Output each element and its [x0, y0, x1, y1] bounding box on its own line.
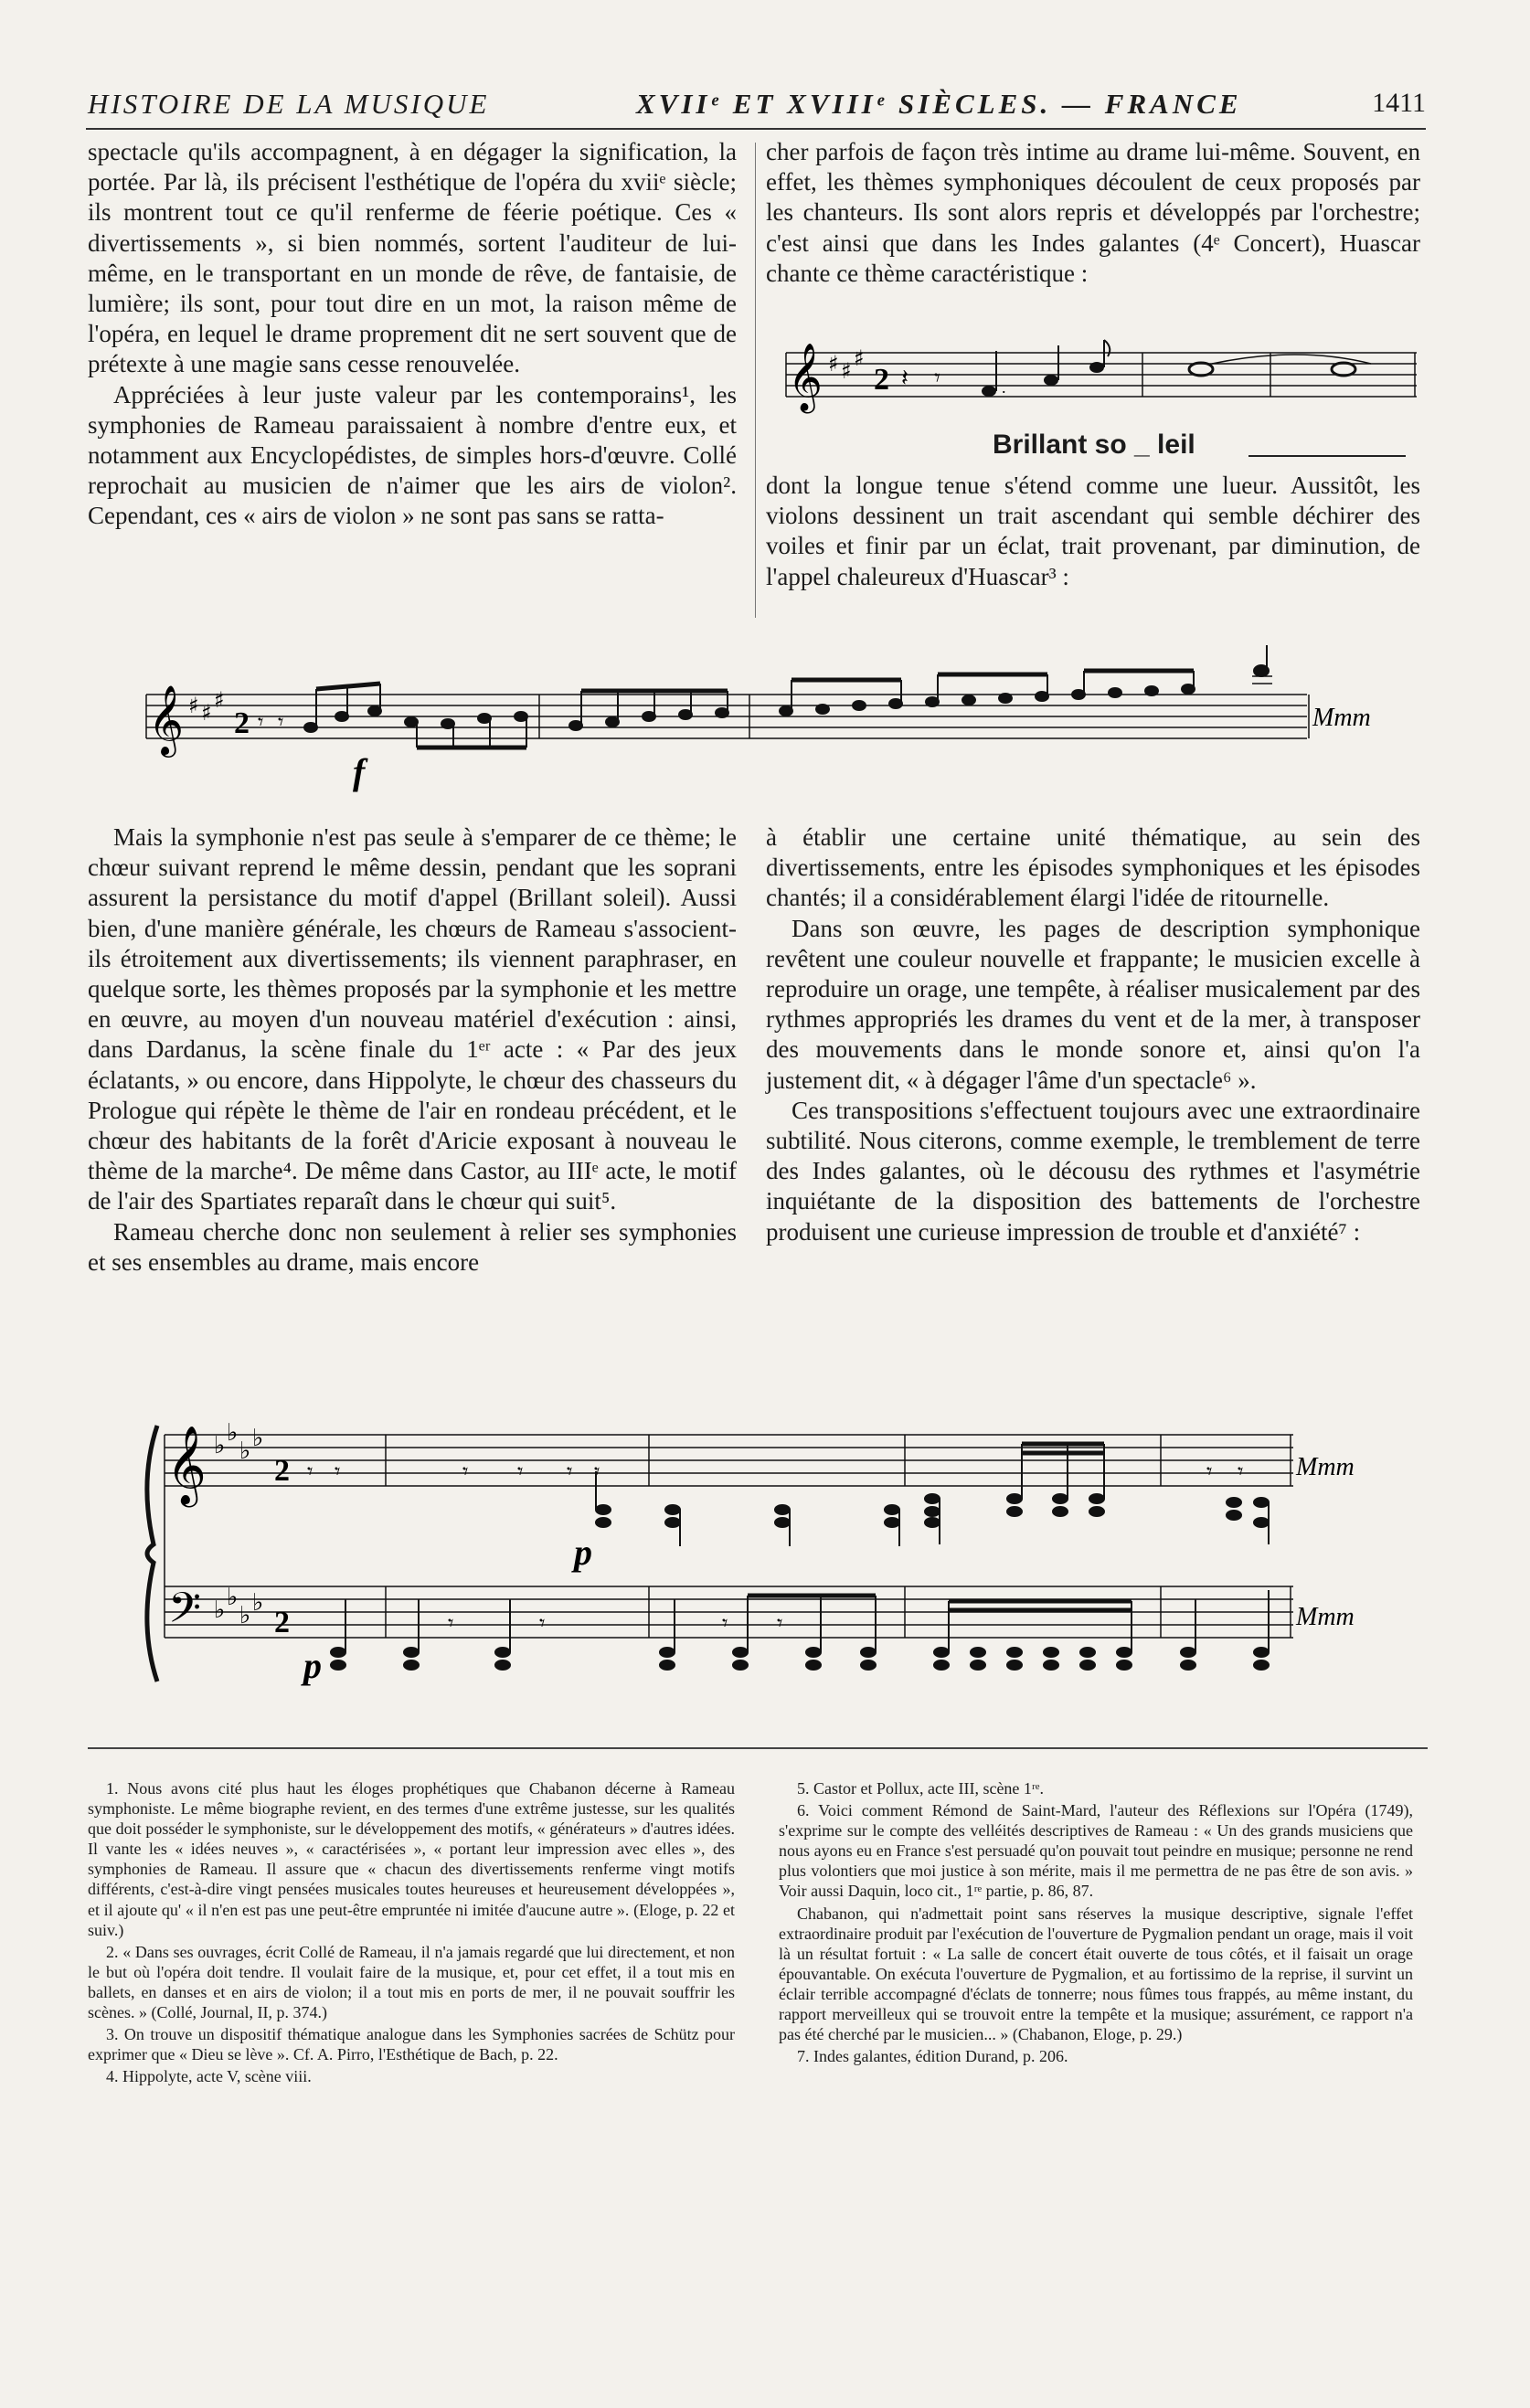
svg-text:♯: ♯	[854, 345, 865, 371]
svg-text:𝄾: 𝄾	[462, 1459, 469, 1484]
svg-text:♭: ♭	[214, 1596, 226, 1624]
svg-text:𝄾: 𝄾	[1238, 1459, 1244, 1484]
tremolo-mark: Mmm	[1296, 1603, 1355, 1631]
svg-text:♭: ♭	[227, 1419, 239, 1447]
footnote: 5. Castor et Pollux, acte III, scène 1ʳᵉ.	[797, 1779, 1044, 1798]
svg-text:𝄾: 𝄾	[278, 709, 284, 735]
footnote: 6. Voici comment Rémond de Saint-Mard, l'auteur des Réflexions sur l'Opéra (1749), s'exprime sur le compte des velléités descriptives de Rameau : « Un des grands musiciens que nous ayons eu en France s'est persuadé qu'on pouvait tout peindre en musique; personne ne rend plus volontiers que moi justice à son mérite, mais il me permettra de ne pas être de son avis. » Voir aussi Daquin, loco cit., 1ʳᵉ partie, p. 86, 87.	[779, 1801, 1413, 1901]
svg-text:𝄾: 𝄾	[517, 1459, 524, 1484]
music-example-earthquake	[137, 1407, 1417, 1727]
paragraph: Appréciées à leur juste valeur par les contemporains¹, les symphonies de Rameau paraissaient à nombre d'entre eux, et notamment aux Encyclopédistes, de simples hors-d'œuvre. Collé reprochait au musicien de n'aimer que les airs de violon². Cependant, ces « airs de violon » ne sont pas sans se ratta-	[88, 380, 737, 530]
time-signature: 2	[234, 706, 250, 740]
brace-icon	[147, 1426, 157, 1681]
svg-text:𝄾: 𝄾	[335, 1459, 341, 1484]
svg-text:♯: ♯	[214, 687, 225, 713]
svg-text:𝄾: 𝄾	[539, 1610, 546, 1636]
music-example-huascar	[786, 340, 1426, 440]
music-example-violins	[146, 658, 1389, 795]
svg-text:𝄾: 𝄾	[594, 1459, 600, 1484]
svg-text:𝄾: 𝄾	[448, 1610, 454, 1636]
paragraph: à établir une certaine unité thématique, au sein des divertissements, entre les épisodes symphoniques et les épisodes chantés; il a considérablement élargi l'idée de ritournelle.	[766, 823, 1420, 912]
footnote: 2. « Dans ses ouvrages, écrit Collé de Rameau, il n'a jamais regardé que lui directement, et non le but où l'opéra doit tendre. Il voulait faire de la musique, et, pour cet effet, il a tout mis en ballets, en danses et en airs de violon; il a tout mis en ports de mer, il ne pouvait souffrir les scènes. » (Collé, Journal, II, p. 374.)	[88, 1942, 735, 2022]
treble-clef-icon: 𝄞	[166, 1426, 207, 1504]
column-right-mid	[766, 822, 1420, 1247]
tremolo-mark: Mmm	[1296, 1453, 1355, 1481]
svg-text:𝄾: 𝄾	[777, 1610, 783, 1636]
column-right-top	[766, 137, 1420, 289]
svg-text:♭: ♭	[239, 1437, 251, 1465]
footnote: 3. On trouve un dispositif thématique analogue dans les Symphonies sacrées de Schütz pour exprimer que « Dieu se lève ». Cf. A. Pirro, l'Esthétique de Bach, p. 22.	[88, 2025, 735, 2064]
paragraph: cher parfois de façon très intime au drame lui-même. Souvent, en effet, les thèmes symphoniques découlent de ceux proposés par les chanteurs. Ils sont alors repris et développés par l'orchestre; c'est ainsi que dans les Indes galantes (4ᵉ Concert), Huascar chante ce thème caractéristique :	[766, 138, 1420, 287]
svg-text:𝄾: 𝄾	[258, 709, 264, 735]
time-signature: 2	[274, 1606, 290, 1639]
paragraph: Dans son œuvre, les pages de description symphonique revêtent une couleur nouvelle et frappante; le musicien excelle à reproduire un orage, une tempête, à réaliser musicalement par des rythmes appropriés les drames du vent et de la mer, à transposer des mouvements dans le monde sonore et, ainsi qu'on l'a justement dit, « à dégager l'âme d'un spectacle⁶ ».	[766, 914, 1420, 1094]
header-title: HISTOIRE DE LA MUSIQUE	[88, 88, 490, 120]
footnotes-right	[779, 1778, 1413, 2068]
svg-text:♯: ♯	[201, 700, 212, 726]
svg-text:♭: ♭	[227, 1584, 239, 1611]
footnote: 7. Indes galantes, édition Durand, p. 206.	[797, 2047, 1068, 2066]
running-header	[88, 88, 1426, 128]
footnote: 4. Hippolyte, acte V, scène viii.	[106, 2067, 312, 2086]
header-rule	[86, 128, 1426, 130]
lyric-extender-line	[1248, 455, 1406, 457]
svg-text:♭: ♭	[252, 1425, 264, 1452]
svg-text:.: .	[1002, 378, 1006, 397]
paragraph: Mais la symphonie n'est pas seule à s'emparer de ce thème; le chœur suivant reprend le même dessin, pendant que les soprani assurent la persistance du motif d'appel (Brillant soleil). Aussi bien, d'une manière générale, les chœurs de Rameau s'associent-ils étroitement aux divertissements; ils viennent paraphraser, en quelque sorte, les thèmes proposés par la symphonie et les mettre en œuvre, au moyen d'un nouveau matériel d'exécution : ainsi, dans Dardanus, la scène finale du 1ᵉʳ acte : « Par des jeux éclatants, » ou encore, dans Hippolyte, le chœur des chasseurs du Prologue qui répète le thème de l'air en rondeau précédent, et le chœur des habitants de la forêt d'Aricie exposant à nouveau le thème de la marche⁴. De même dans Castor, au IIIᵉ acte, le motif de l'air des Spartiates reparaît dans le chœur qui suit⁵.	[88, 823, 737, 1215]
time-signature: 2	[274, 1454, 290, 1488]
svg-text:𝄾: 𝄾	[934, 365, 940, 392]
svg-text:♭: ♭	[239, 1602, 251, 1629]
footnotes-left	[88, 1778, 735, 2088]
svg-text:♯: ♯	[828, 351, 839, 377]
svg-text:𝄾: 𝄾	[307, 1459, 313, 1484]
paragraph: spectacle qu'ils accompagnent, à en dégager la signification, la portée. Par là, ils précisent l'esthétique de l'opéra du xviiᵉ siècle; ils montrent tout ce qu'il renferme de féerie poétique. Ces « divertissements », si bien nommés, sortent l'auditeur de lui-même, en le transportant en un monde de rêve, de fantaisie, de lumière; ils sont, pour tout dire en un mot, la raison même de l'opéra, en lequel le drame proprement dit ne sert souvent que de prétexte à une magie sans cesse renouvelée.	[88, 138, 737, 378]
column-right-top-continued	[766, 471, 1420, 592]
page-number: 1411	[1372, 88, 1426, 118]
svg-text:♭: ♭	[252, 1589, 264, 1617]
svg-text:𝄽: 𝄽	[901, 365, 908, 392]
tremolo-mark: Mmm	[1312, 704, 1371, 732]
dynamic-piano: p	[574, 1532, 592, 1573]
svg-text:♭: ♭	[214, 1432, 226, 1459]
column-left-top	[88, 137, 737, 532]
paragraph: Ces transpositions s'effectuent toujours avec une extraordinaire subtilité. Nous citerons, comme exemple, le tremblement de terre des Indes galantes, où le décousu des rythmes et l'asymétrie inquiétante de la disposition des battements de l'orchestre produisent une curieuse impression de trouble et d'anxiété⁷ :	[766, 1096, 1420, 1246]
paragraph: Rameau cherche donc non seulement à relier ses symphonies et ses ensembles au drame, mais encore	[88, 1217, 737, 1276]
bass-clef-icon: 𝄢	[168, 1584, 202, 1643]
header-section: XVIIᵉ ET XVIIIᵉ SIÈCLES. — FRANCE	[636, 88, 1242, 120]
svg-text:𝄾: 𝄾	[722, 1610, 728, 1636]
svg-text:𝄾: 𝄾	[567, 1459, 573, 1484]
svg-text:♯: ♯	[188, 693, 199, 718]
footnote: Chabanon, qui n'admettait point sans réserves la musique descriptive, signale l'effet extraordinaire produit par l'exécution de l'ouverture de Pygmalion pendant un orage, mais il voit là un résultat fortuit : « La salle de concert était ouverte de tous côtés, et il faisait un orage épouvantable. On exécuta l'ouverture de Pygmalion, et au fortissimo de la reprise, il survint un éclair terrible accompagné d'éclats de tonnerre; nous fûmes tous frappés, au même instant, du rapport merveilleux qui se trouvoit entre la tempête et la musique; assurément, ce rapport n'a pas été cherché par le musicien... » (Chabanon, Eloge, p. 29.)	[779, 1904, 1413, 2044]
svg-text:𝄾: 𝄾	[1206, 1459, 1213, 1484]
time-signature: 2	[874, 363, 889, 397]
column-divider	[755, 143, 756, 618]
treble-clef-icon: 𝄞	[788, 344, 823, 411]
treble-clef-icon: 𝄞	[148, 684, 185, 755]
dynamic-piano: p	[303, 1645, 322, 1686]
dynamic-forte: f	[353, 751, 366, 792]
column-left-mid	[88, 822, 737, 1278]
svg-text:♯: ♯	[841, 358, 852, 384]
paragraph: dont la longue tenue s'étend comme une lueur. Aussitôt, les violons dessinent un trait ascendant qui semble déchirer des voiles et finir par un éclat, trait provenant, par diminution, de l'appel chaleureux d'Huascar³ :	[766, 472, 1420, 590]
footnote-rule	[88, 1747, 1428, 1749]
music-lyric-caption: Brillant so _ leil	[993, 430, 1195, 460]
footnote: 1. Nous avons cité plus haut les éloges prophétiques que Chabanon décerne à Rameau symphoniste. Le même biographe revient, en des termes d'une extrême justesse, sur les qualités que doit posséder le symphoniste, sur le développement des motifs, « générateurs » d'autres idées. Il vante les « idées neuves », « caractérisées », « portant leur impression avec elles », des symphonies de Rameau. Il assure que « chacun des divertissements renferme vingt motifs différents, c'est-à-dire vingt pensées musicales toutes heureuses et heureusement développées », et il ajoute qu' « il n'en est pas une peut-être empruntée ni imitée d'aucune autre ». (Eloge, p. 22 et suiv.)	[88, 1779, 735, 1939]
